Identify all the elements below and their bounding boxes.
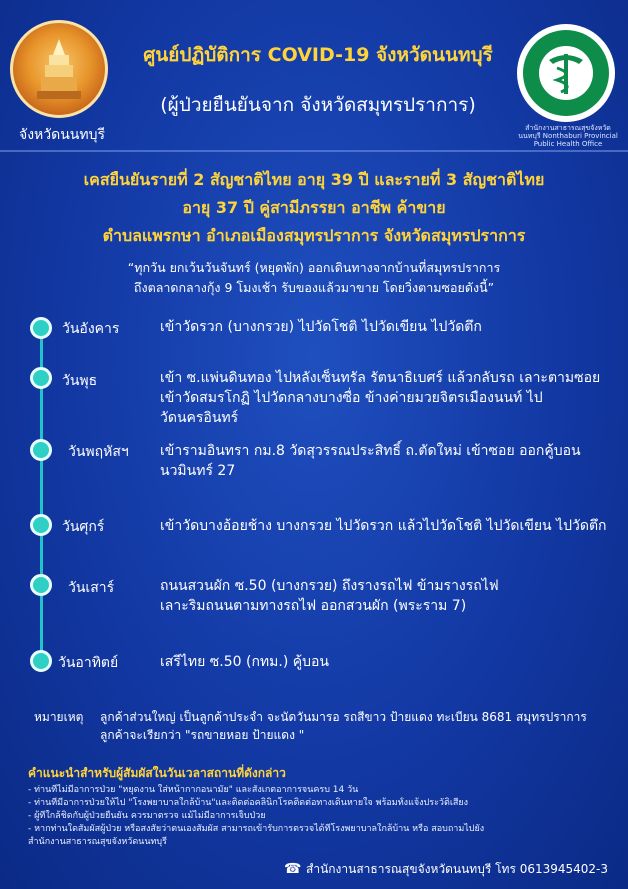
caduceus-icon bbox=[539, 46, 593, 100]
advice-item: - ผู้ที่ใกล้ชิดกับผู้ป่วยยืนยัน ควรมาตรวจ แม้ไม่มีอาการเจ็บป่วย bbox=[28, 811, 266, 821]
note-text bbox=[100, 708, 610, 744]
timeline-dot bbox=[30, 514, 52, 536]
activity-wednesday bbox=[160, 368, 620, 428]
page-title: ศูนย์ปฏิบัติการ COVID-19 จังหวัดนนทบุรี bbox=[143, 44, 493, 66]
day-label-thursday: วันพฤหัสฯ bbox=[68, 444, 129, 460]
activity-thursday-line-1: เข้ารามอินทรา กม.8 วัดสุวรรณประสิทธิ์ ถ.ตัดใหม่ เข้าซอย ออกคู้บอน bbox=[160, 443, 581, 459]
advice-item: สำนักงานสาธารณสุขจังหวัดนนทบุรี bbox=[28, 837, 167, 847]
timeline-dot bbox=[30, 574, 52, 596]
phone-icon: ☎ bbox=[284, 861, 302, 877]
activity-tuesday-line-1: เข้าวัดรวก (บางกรวย) ไปวัดโชติ ไปวัดเขียน ไปวัดตึก bbox=[160, 319, 482, 335]
ministry-of-public-health-logo bbox=[517, 24, 615, 122]
timeline-dot bbox=[30, 367, 52, 389]
page-subtitle: (ผู้ป่วยยืนยันจาก จังหวัดสมุทรปราการ) bbox=[160, 94, 476, 116]
activity-wednesday-line-2: เข้าวัดสมรโกฏิ ไปวัดกลางบางซื่อ ข้างค่ายมวยจิตรเมืองนนท์ ไปวัดนครอินทร์ bbox=[160, 390, 543, 426]
nonthaburi-seal-logo bbox=[10, 20, 108, 118]
day-label-wednesday: วันพุธ bbox=[62, 373, 98, 389]
activity-saturday bbox=[160, 576, 620, 616]
timeline-dot bbox=[30, 317, 52, 339]
right-logo-caption: สำนักงานสาธารณสุขจังหวัดนนทบุรี Nonthaburi Provincial Public Health Office bbox=[518, 124, 618, 148]
case-line-2: อายุ 37 ปี คู่สามีภรรยา อาชีพ ค้าขาย bbox=[182, 198, 446, 217]
timeline-dot bbox=[30, 650, 52, 672]
day-label-tuesday: วันอังคาร bbox=[62, 321, 120, 337]
day-label-saturday: วันเสาร์ bbox=[68, 580, 115, 596]
quote-line-2: ถึงตลาดกลางกุ้ง 9 โมงเช้า รับของแล้วมาขาย โดยวิ่งตามซอยดังนี้” bbox=[133, 280, 495, 295]
activity-thursday bbox=[160, 441, 620, 481]
note-line-2: ลูกค้าจะเรียกว่า "รถขายหอย ป้ายแดง " bbox=[100, 728, 305, 742]
note-line-1: ลูกค้าส่วนใหญ่ เป็นลูกค้าประจำ จะนัดวันมารอ รถสีขาว ป้ายแดง ทะเบียน 8681 สมุทรปราการ bbox=[100, 710, 587, 724]
activity-saturday-line-2: เลาะริมถนนตามทางรถไฟ ออกสวนผัก (พระราม 7) bbox=[160, 598, 467, 614]
advice-list bbox=[28, 784, 608, 849]
case-line-1: เคสยืนยันรายที่ 2 สัญชาติไทย อายุ 39 ปี และรายที่ 3 สัญชาติไทย bbox=[83, 170, 545, 189]
activity-friday bbox=[160, 516, 620, 536]
note-label: หมายเหตุ bbox=[34, 710, 84, 724]
advice-item: - ท่านที่มีอาการป่วยให้ไป "โรงพยาบาลใกล้บ้าน"และติดต่อคลินิกโรคติดต่อทางเดินหายใจ พร้อมทั้งแจ้งประวัติเสี่ยง bbox=[28, 798, 469, 808]
case-line-3: ตำบลแพรกษา อำเภอเมืองสมุทรปราการ จังหวัดสมุทรปราการ bbox=[102, 226, 526, 245]
activity-sunday-line-1: เสรีไทย ซ.50 (กทม.) คู้บอน bbox=[160, 654, 329, 670]
day-label-friday: วันศุกร์ bbox=[62, 519, 105, 535]
activity-sunday bbox=[160, 652, 620, 672]
activity-tuesday bbox=[160, 317, 620, 337]
day-label-sunday: วันอาทิตย์ bbox=[58, 655, 119, 671]
quote-line-1: “ทุกวัน ยกเว้นวันจันทร์ (หยุดพัก) ออกเดินทางจากบ้านที่สมุทรปราการ bbox=[127, 260, 501, 275]
timeline-dot bbox=[30, 439, 52, 461]
pagoda-icon bbox=[35, 37, 83, 101]
header-divider bbox=[0, 150, 628, 152]
activity-friday-line-1: เข้าวัดบางอ้อยช้าง บางกรวย ไปวัดรวก แล้วไปวัดโชติ ไปวัดเขียน ไปวัดตึก bbox=[160, 518, 607, 534]
advice-item: - หากท่านใดสัมผัสผู้ป่วย หรือสงสัยว่าตนเองสัมผัส สามารถเข้ารับการตรวจได้ที่โรงพยาบาลใกล้บ้าน หรือ สอบถามไปยัง bbox=[28, 824, 485, 834]
header bbox=[0, 0, 628, 150]
activity-thursday-line-2: นวมินทร์ 27 bbox=[160, 463, 236, 479]
advice-title: คำแนะนำสำหรับผู้สัมผัสในวันเวลาสถานที่ดังกล่าว bbox=[28, 766, 286, 780]
footer-contact: สำนักงานสาธารณสุขจังหวัดนนทบุรี โทร 0613945402-3 bbox=[306, 862, 609, 876]
advice-item: - ท่านที่ไม่มีอาการป่วย "หยุดงาน ใส่หน้ากากอนามัย" และสังเกตอาการจนครบ 14 วัน bbox=[28, 785, 359, 795]
left-logo-label: จังหวัดนนทบุรี bbox=[19, 127, 105, 143]
activity-wednesday-line-1: เข้า ซ.แพ่นดินทอง ไปหลังเซ็นทรัล รัตนาธิเบศร์ แล้วกลับรถ เลาะตามซอย bbox=[160, 370, 601, 386]
activity-saturday-line-1: ถนนสวนผัก ซ.50 (บางกรวย) ถึงรางรถไฟ ข้ามรางรถไฟ bbox=[160, 578, 499, 594]
